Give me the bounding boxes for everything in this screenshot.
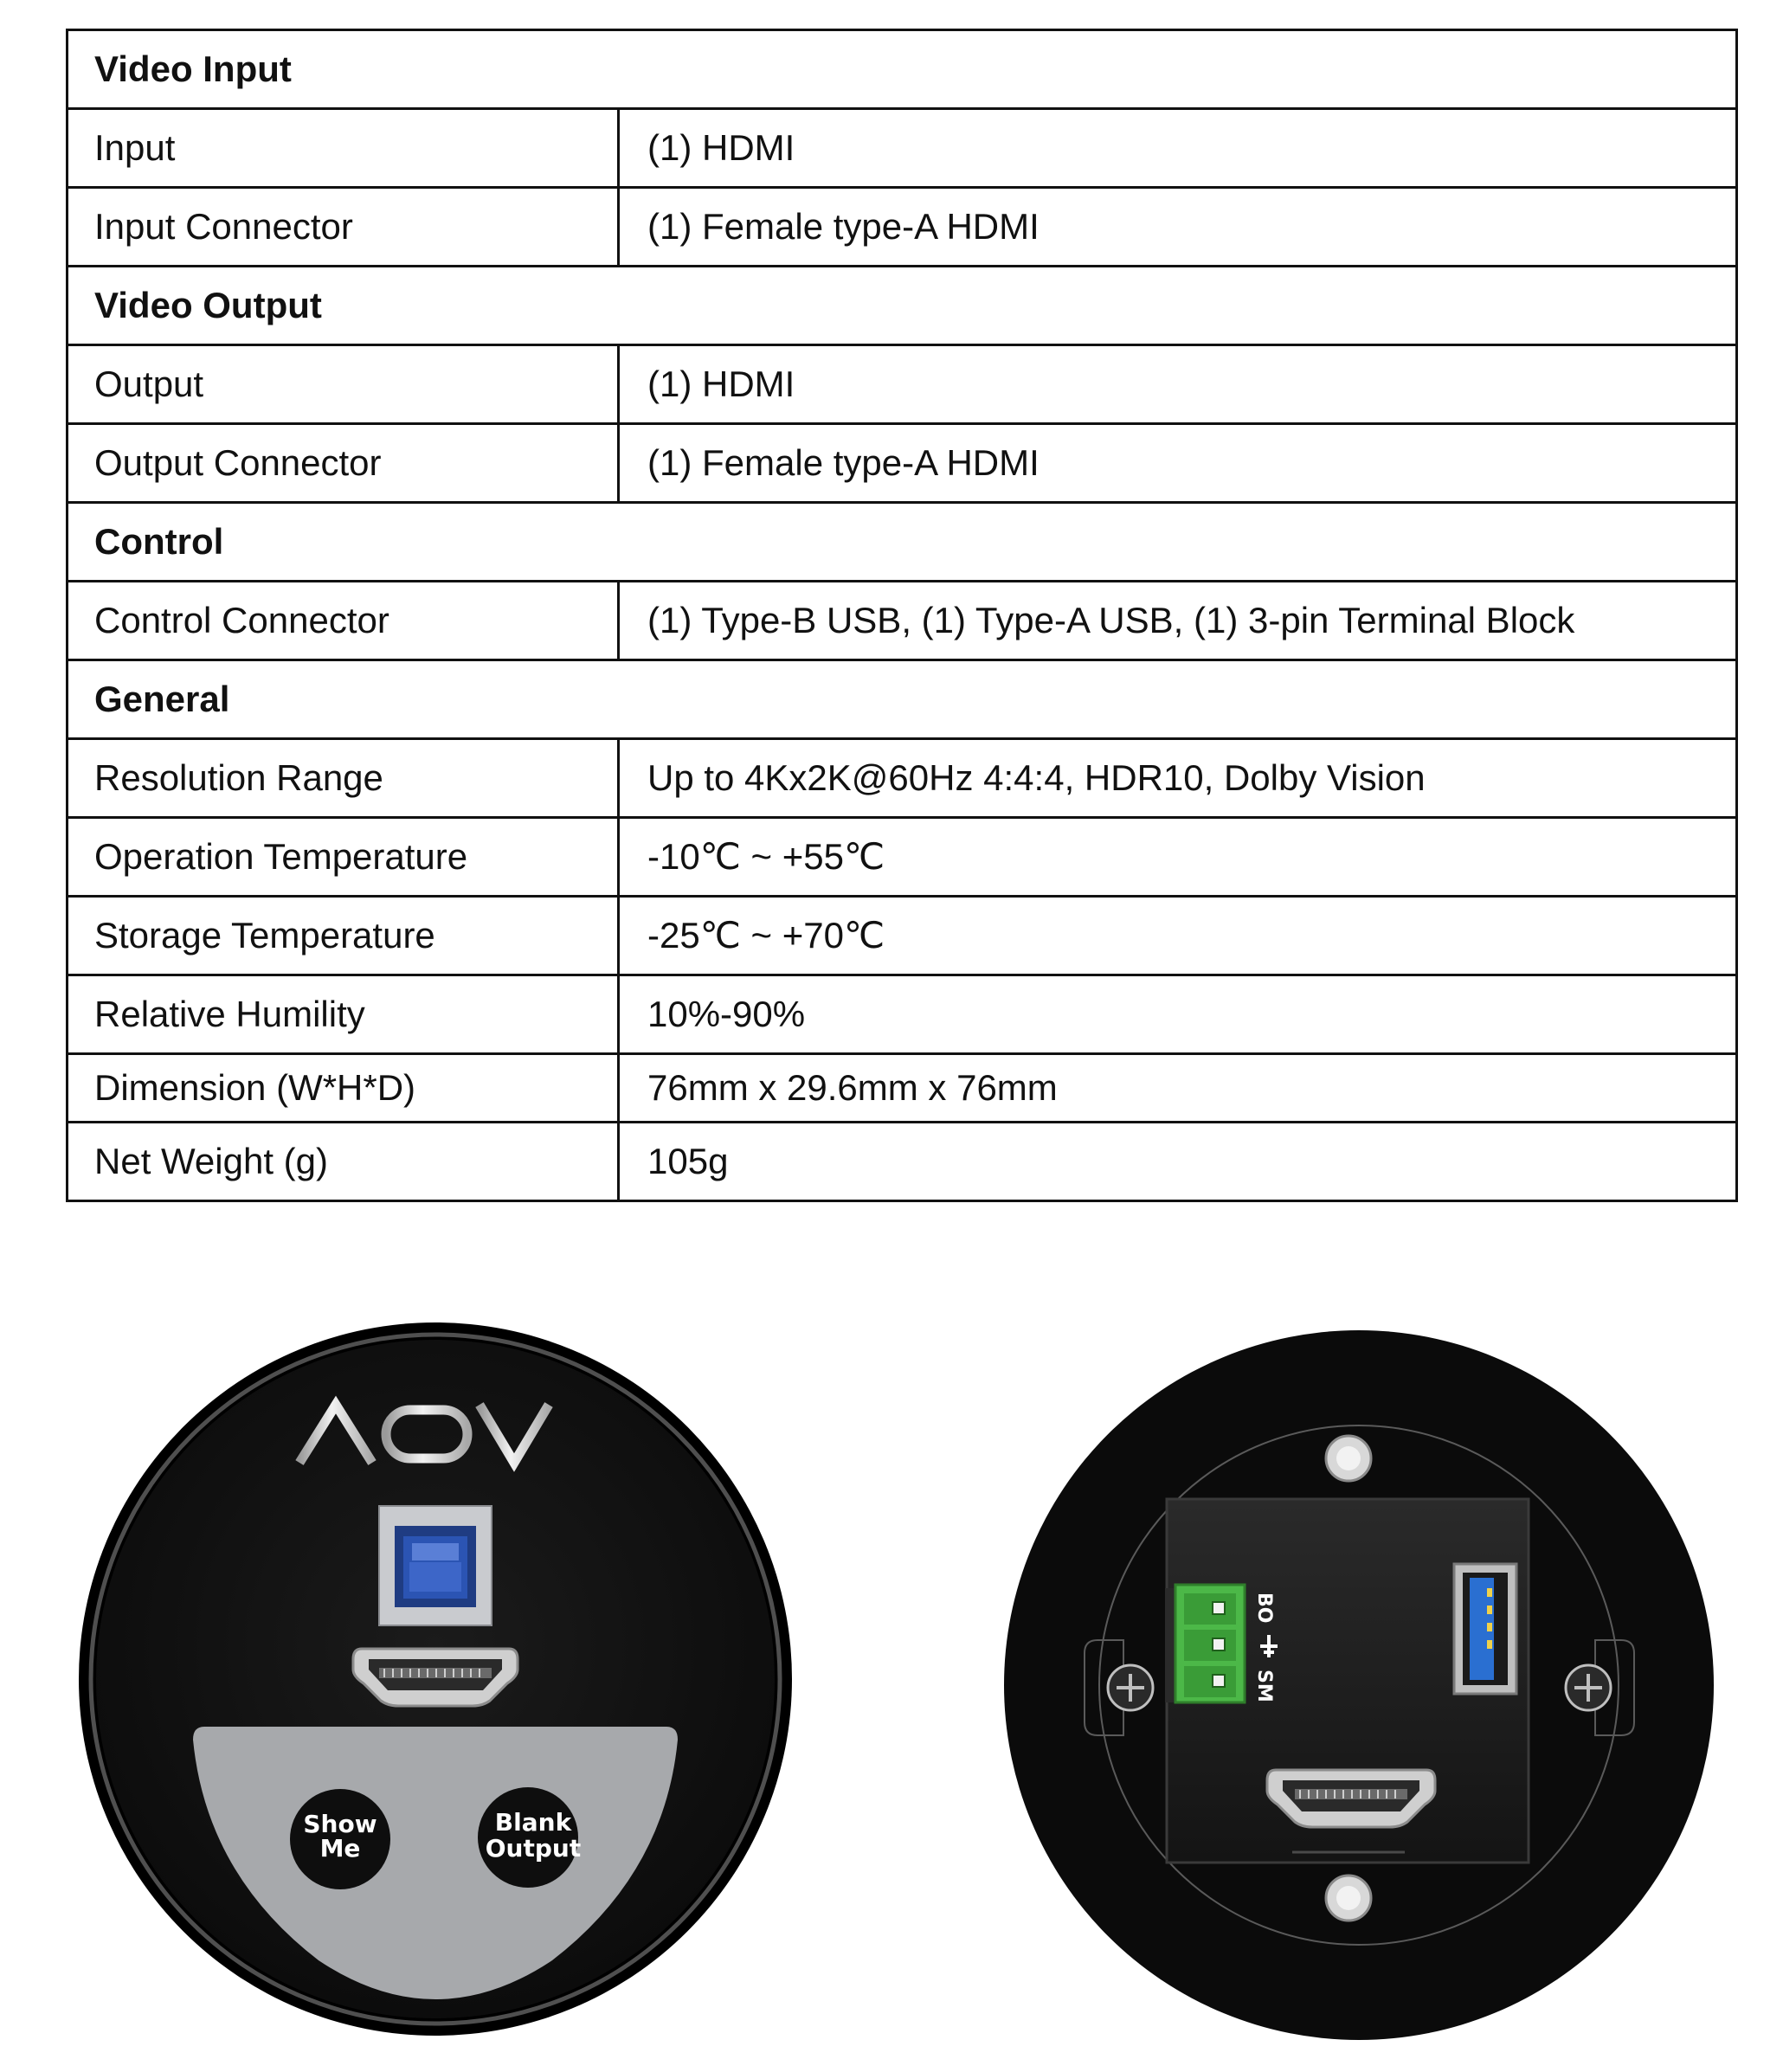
table-row xyxy=(68,345,1737,424)
mounting-screw-icon xyxy=(1108,1665,1153,1710)
row-label: Relative Humility xyxy=(68,975,619,1054)
row-label: Input xyxy=(68,109,619,188)
show-me-label-line1: Show xyxy=(303,1810,377,1838)
row-label: Net Weight (g) xyxy=(68,1123,619,1201)
row-label: Output xyxy=(68,345,619,424)
standoff-icon xyxy=(1326,1436,1371,1481)
row-label: Resolution Range xyxy=(68,739,619,818)
row-value: (1) Type-B USB, (1) Type-A USB, (1) 3-pin Terminal Block xyxy=(619,582,1737,660)
rear-panel-image xyxy=(1002,1329,1716,2043)
row-value: 105g xyxy=(619,1123,1737,1201)
row-value: (1) Female type-A HDMI xyxy=(619,424,1737,503)
table-row xyxy=(68,1054,1737,1123)
blank-output-label-line2: Output xyxy=(485,1834,582,1863)
table-row xyxy=(68,1123,1737,1201)
hdmi-port-icon xyxy=(353,1649,518,1706)
hdmi-port-icon xyxy=(1267,1770,1435,1827)
row-value: -10℃ ~ +55℃ xyxy=(619,818,1737,897)
row-label: Dimension (W*H*D) xyxy=(68,1054,619,1123)
section-header-video-input xyxy=(68,30,1737,109)
row-value: (1) HDMI xyxy=(619,345,1737,424)
section-header-control xyxy=(68,503,1737,582)
section-title: General xyxy=(68,660,1737,739)
standoff-icon xyxy=(1326,1876,1371,1921)
row-label: Output Connector xyxy=(68,424,619,503)
spec-table xyxy=(66,29,1738,1202)
table-row xyxy=(68,424,1737,503)
row-label: Storage Temperature xyxy=(68,897,619,975)
row-value: 10%-90% xyxy=(619,975,1737,1054)
section-header-video-output xyxy=(68,267,1737,345)
row-value: 76mm x 29.6mm x 76mm xyxy=(619,1054,1737,1123)
table-row xyxy=(68,975,1737,1054)
row-label: Input Connector xyxy=(68,188,619,267)
row-label: Operation Temperature xyxy=(68,818,619,897)
blank-output-label-line1: Blank xyxy=(494,1808,572,1837)
section-title: Video Input xyxy=(68,30,1737,109)
table-row xyxy=(68,109,1737,188)
row-value: Up to 4Kx2K@60Hz 4:4:4, HDR10, Dolby Vision xyxy=(619,739,1737,818)
table-row xyxy=(68,818,1737,897)
row-label: Control Connector xyxy=(68,582,619,660)
usb-type-a-port-icon xyxy=(1454,1564,1516,1694)
table-row xyxy=(68,739,1737,818)
terminal-label-sm: SM xyxy=(1253,1670,1275,1702)
section-title: Control xyxy=(68,503,1737,582)
show-me-label-line2: Me xyxy=(319,1834,361,1863)
section-title: Video Output xyxy=(68,267,1737,345)
row-value: -25℃ ~ +70℃ xyxy=(619,897,1737,975)
usb-type-b-port-icon xyxy=(379,1506,492,1625)
section-header-general xyxy=(68,660,1737,739)
table-row xyxy=(68,188,1737,267)
terminal-label-bo: BO xyxy=(1253,1593,1275,1624)
table-row xyxy=(68,582,1737,660)
table-row xyxy=(68,897,1737,975)
terminal-block-icon xyxy=(1165,1585,1245,1702)
row-value: (1) Female type-A HDMI xyxy=(619,188,1737,267)
front-panel-image xyxy=(76,1320,795,2038)
row-value: (1) HDMI xyxy=(619,109,1737,188)
show-me-button[interactable] xyxy=(290,1789,390,1889)
mounting-screw-icon xyxy=(1566,1665,1611,1710)
